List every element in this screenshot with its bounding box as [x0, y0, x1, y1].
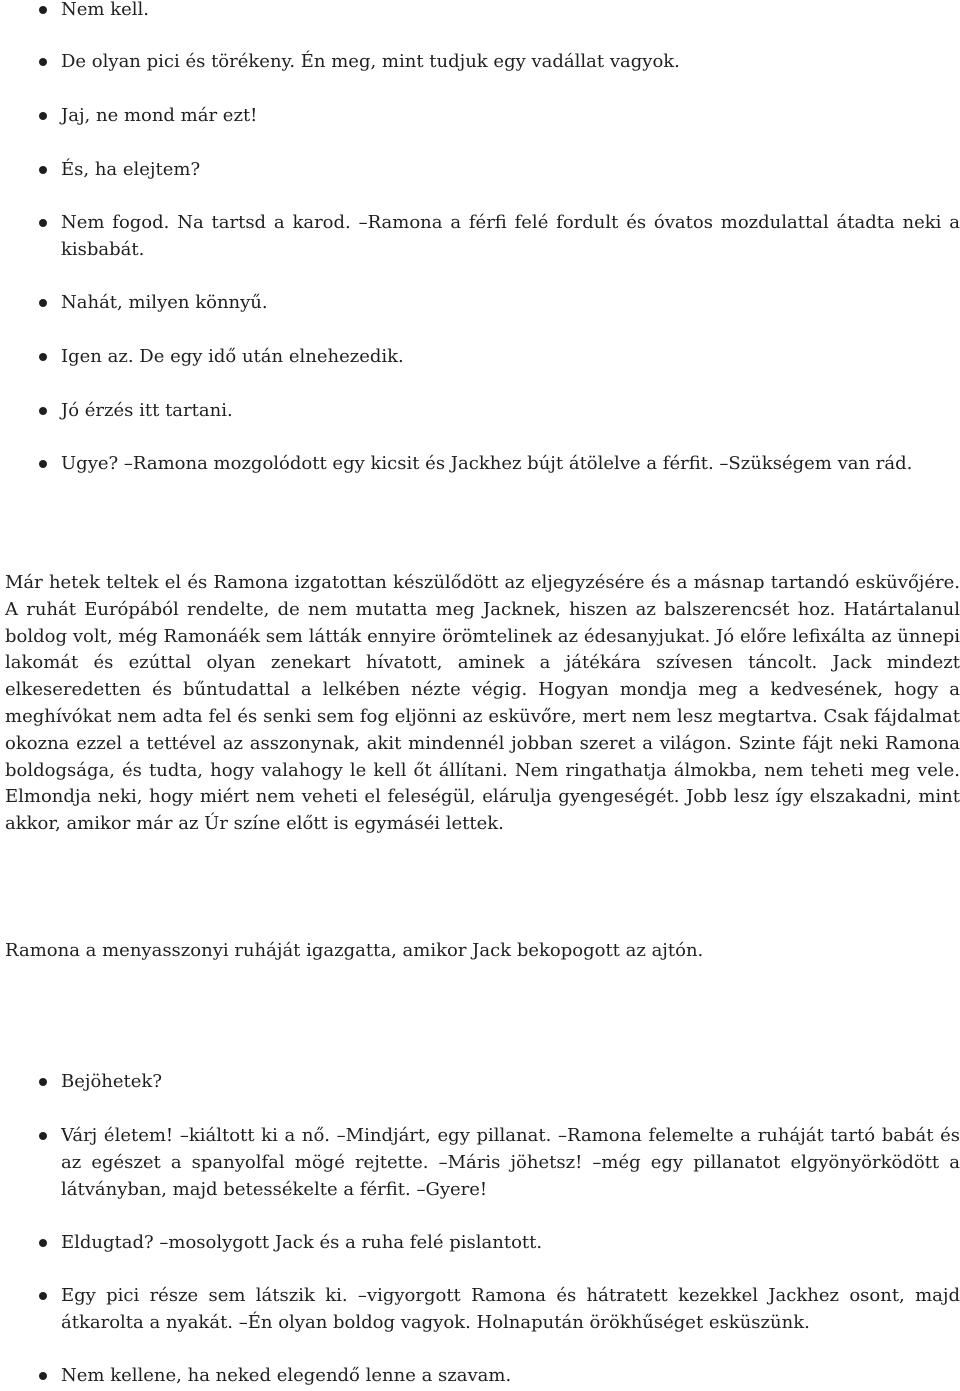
list-item-text: Igen az. De egy idő után elnehezedik.	[61, 346, 404, 367]
bullet-icon	[39, 166, 47, 174]
list-item-text: Eldugtad? –mosolygott Jack és a ruha felé pislantott.	[61, 1232, 543, 1253]
bullet-icon	[39, 1132, 47, 1140]
list-item-text: Nem fogod. Na tartsd a karod. –Ramona a férfi felé fordult és óvatos mozdulattal átadta neki a kisbabát.	[61, 212, 960, 260]
bullet-icon	[39, 58, 47, 66]
list-item-text: Egy pici része sem látszik ki. –vigyorgott Ramona és hátratett kezekkel Jackhez osont, majd átkarolta a nyakát. –Én olyan boldog vagyok. Holnapután örökhűséget esküszünk.	[61, 1285, 960, 1333]
list-item-text: Nem kellene, ha neked elegendő lenne a szavam.	[61, 1365, 512, 1386]
bullet-icon	[39, 299, 47, 307]
list-item-text: Bejöhetek?	[61, 1071, 162, 1092]
narrative-paragraph: Már hetek teltek el és Ramona izgatottan készülődött az eljegyzésére és a másnap tartandó esküvőjére. A ruhát Európából rendelte, de nem mutatta meg Jacknek, hiszen az balszerencsét hoz. Határtalanul boldog volt, még Ramonáék sem látták ennyire örömtelinek az édesanyjukat. Jó előre lefixálta az ünnepi lakomát és ezúttal olyan zenekart hívatott, aminek a játékára szívesen táncolt. Jack mindezt elkeseredetten és bűntudattal a lelkében nézte végig. Hogyan mondja meg a kedvesének, hogy a meghívókat nem adta fel és senki sem fog eljönni az esküvőre, mert nem lesz megtartva. Csak fájdalmat okozna ezzel a tettével az asszonynak, akit mindennél jobban szeret a világon. Szinte fájt neki Ramona boldogsága, és tudta, hogy valahogy le kell őt állítani. Nem ringathatja álmokba, nem teheti meg vele. Elmondja neki, hogy miért nem veheti el feleségül, elárulja gyengeségét. Jobb lesz így elszakadni, mint akkor, amikor már az Úr színe előtt is egymáséi lettek.	[5, 572, 960, 835]
bullet-icon	[39, 6, 47, 14]
bullet-icon	[39, 1078, 47, 1086]
bullet-icon	[39, 1372, 47, 1380]
bullet-icon	[39, 1239, 47, 1247]
list-item-text: Jó érzés itt tartani.	[61, 400, 233, 421]
bullet-icon	[39, 219, 47, 227]
bullet-icon	[39, 112, 47, 120]
bullet-icon	[39, 407, 47, 415]
list-item-text: Jaj, ne mond már ezt!	[61, 105, 258, 126]
list-item-text: De olyan pici és törékeny. Én meg, mint tudjuk egy vadállat vagyok.	[61, 51, 680, 72]
list-item-text: Ugye? –Ramona mozgolódott egy kicsit és Jackhez bújt átölelve a férfit. –Szükségem van rád.	[61, 453, 913, 474]
bullet-icon	[39, 460, 47, 468]
list-item-text: És, ha elejtem?	[61, 159, 201, 180]
bullet-icon	[39, 1292, 47, 1300]
list-item-text: Nahát, milyen könnyű.	[61, 292, 268, 313]
list-item-text: Nem kell.	[61, 0, 149, 20]
narrative-paragraph: Ramona a menyasszonyi ruháját igazgatta, amikor Jack bekopogott az ajtón.	[5, 940, 704, 961]
list-item-text: Várj életem! –kiáltott ki a nő. –Mindjárt, egy pillanat. –Ramona felemelte a ruháját tartó babát és az egészet a spanyolfal mögé rejtette. –Máris jöhetsz! –még egy pillanatot elgyönyörködött a látványban, majd betessékelte a férfit. –Gyere!	[61, 1125, 960, 1200]
bullet-icon	[39, 353, 47, 361]
